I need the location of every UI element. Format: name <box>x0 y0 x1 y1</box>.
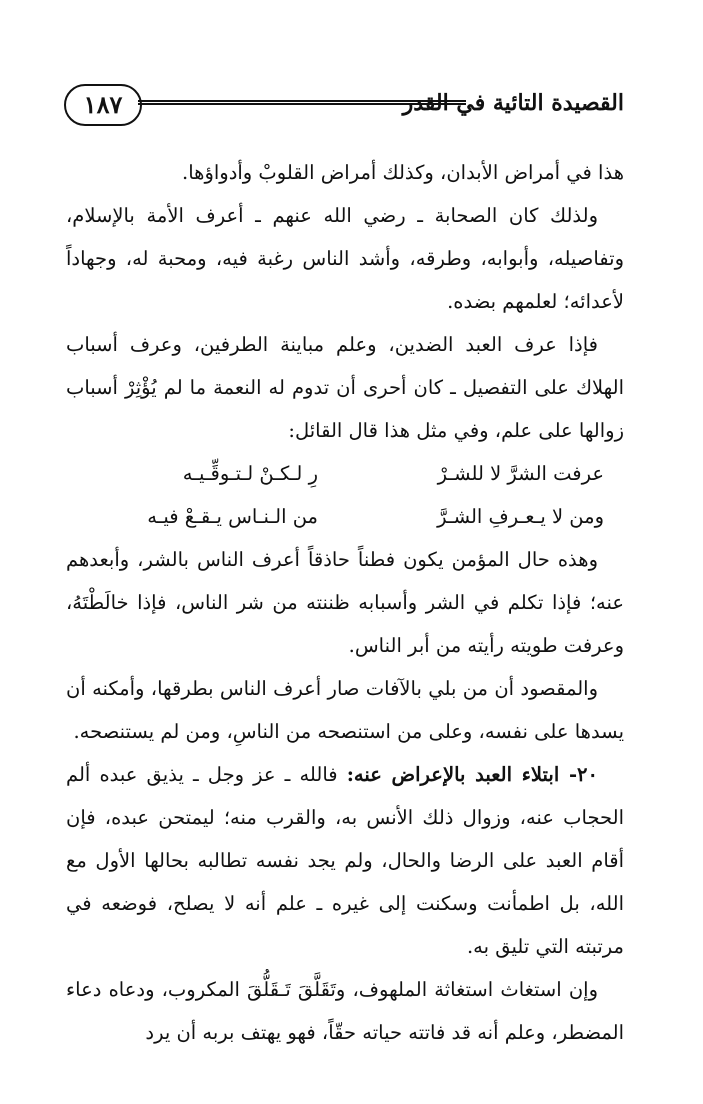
verse-1-second-hemistich: رِ لـكـنْ لـتـوقِّـيـه <box>182 462 318 485</box>
page-number: ١٨٧ <box>64 84 142 126</box>
verse-line-2 <box>66 495 624 538</box>
chapter-title: القصيدة التائية في القدر <box>402 90 624 116</box>
running-header <box>64 84 624 130</box>
verse-2-first-hemistich: ومن لا يـعـرفِ الشـرَّ <box>437 505 604 528</box>
paragraph-4: وهذه حال المؤمن يكون فطناً حاذقاً أعرف الناس بالشر، وأبعدهم عنه؛ فإذا تكلم في الشر وأسبابه ظننته من شر الناس، فإذا خالَطْتَهُ، وعرفت طويته رأيته من أبر الناس. <box>66 548 624 657</box>
paragraph-3: فإذا عرف العبد الضدين، وعلم مباينة الطرفين، وعرف أسباب الهلاك على التفصيل ـ كان أحرى أن تدوم له النعمة ما لم يُؤْثِرْ أسباب زوالها على علم، وفي مثل هذا قال القائل: <box>66 333 624 442</box>
section-heading: ٢٠- ابتلاء العبد بالإعراض عنه: <box>346 763 598 786</box>
paragraph-6 <box>66 753 624 968</box>
paragraph-1: هذا في أمراض الأبدان، وكذلك أمراض القلوبْ وأدواؤها. <box>182 161 624 184</box>
page-body <box>66 151 624 1054</box>
paragraph-7: وإن استغاث استغاثة الملهوف، وتَقَلَّقَ تَـقَلُّقَ المكروب، ودعاه دعاء المضطر، وعلم أنه قد فاتته حياته حقّاً، فهو يهتف بربه أن يرد <box>66 978 624 1044</box>
paragraph-2: ولذلك كان الصحابة ـ رضي الله عنهم ـ أعرف الأمة بالإسلام، وتفاصيله، وأبوابه، وطرقه، وأشد الناس رغبة فيه، ومحبة له، وجهاداً لأعدائه؛ لعلمهم بضده. <box>66 204 624 313</box>
verse-1-first-hemistich: عرفت الشرَّ لا للشـرْ <box>437 462 604 485</box>
verse-2-second-hemistich: من الـنـاس يـقـعْ فيـه <box>147 505 318 528</box>
section-text: فالله ـ عز وجل ـ يذيق عبده ألم الحجاب عنه، وزوال ذلك الأنس به، والقرب منه؛ ليمتحن عبده، فإن أقام العبد على الرضا والحال، ولم يجد نفسه تطالبه بحالها الأول مع الله، بل اطمأنت وسكنت إلى غيره ـ علم أنه لا يصلح، فوضعه في مرتبته التي تليق به. <box>66 763 624 958</box>
paragraph-5: والمقصود أن من بلي بالآفات صار أعرف الناس بطرقها، وأمكنه أن يسدها على نفسه، وعلى من استنصحه من الناسِ، ومن لم يستنصحه. <box>66 677 624 743</box>
verse-line-1 <box>66 452 624 495</box>
